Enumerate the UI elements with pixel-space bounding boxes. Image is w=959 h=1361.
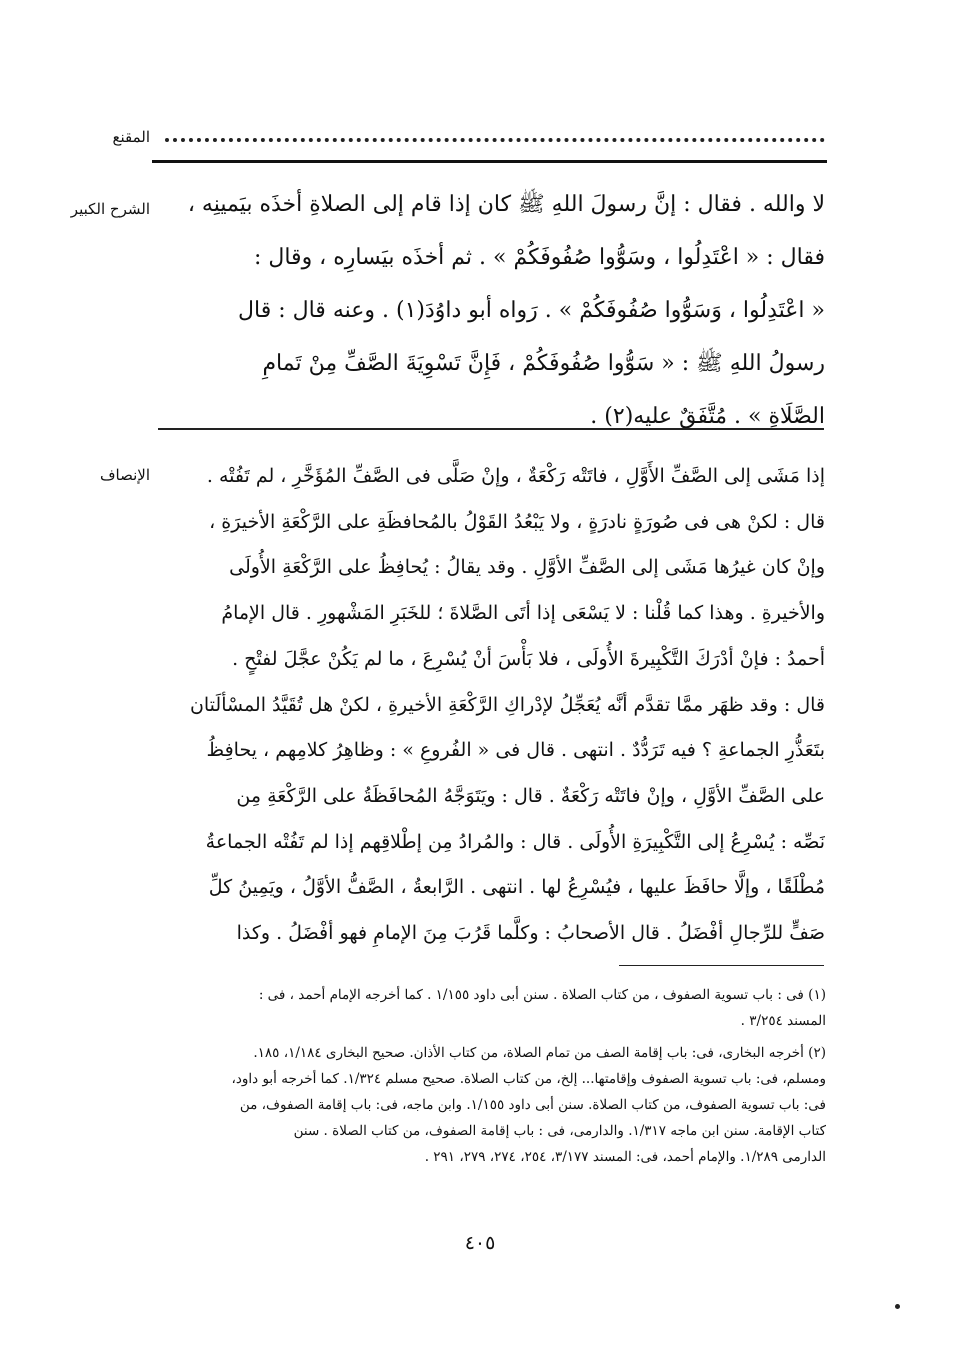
section-divider-thick <box>152 160 827 163</box>
insaf-text <box>158 454 825 957</box>
footnote-2 <box>158 1040 826 1170</box>
sharh-line: فقال : « اعْتَدِلُوا ، وسَوُّوا صُفُوفَكُمْ » . ثم أخذَه بيَسارِه ، وقال : <box>253 245 825 270</box>
footnote-line: كتاب الإقامة. سنن ابن ماجه ١/٣١٧. والدارمى، فى : باب إقامة الصفوف، من كتاب الصلاة . سنن <box>293 1123 826 1139</box>
label-insaf: الإنصاف <box>99 466 150 484</box>
sharh-line: لا والله . فقال : إنَّ رسولَ اللهِ ﷺ كان إذا قام إلى الصلاةِ أخذَه بيَمينِه ، <box>187 192 825 217</box>
label-muqni: المقنع <box>112 128 150 146</box>
footnote-line: المسند ٣/٢٥٤ . <box>740 1013 826 1029</box>
footnote-1 <box>158 982 826 1034</box>
insaf-line: إذا مَشَى إلى الصَّفِّ الأَوَّلِ ، فاتَتْه رَكْعَةٌ ، وإنْ صَلَّى فى الصَّفِّ المُؤَخَّرِ ، لم تَفُتْه . <box>206 465 825 487</box>
insaf-line: والأخيرةِ . وهذا كما قُلْنا : لا يَسْعَى إذا أتَى الصَّلاةَ ؛ للخَبَرِ المَشْهورِ . قال الإمامُ <box>221 602 825 625</box>
insaf-line: نَصِّه : يُسْرِعُ إلى التَّكْبِيرَةِ الأُولَى . قال : والمُرادُ مِن إطْلاقِهم إذا لم تَفُتْه الجماعةُ <box>205 830 825 853</box>
insaf-line: على الصَّفِّ الأوَّلِ ، وإنْ فاتَتْه رَكْعَةٌ . قال : ويَتَوَجَّهُ المُحافَظَةُ على الرَّكْعَةِ مِن <box>236 784 825 807</box>
insaf-line: أحمدُ : فإنْ أدْرَكَ التَّكْبِيرةَ الأُولَى ، فلا بَأْسَ أنْ يُسْرِعَ ، ما لم يَكُنْ عجَّلَ لفتْحٍ . <box>232 647 825 670</box>
footnote-line: (٢) أخرجه البخارى، فى: باب إقامة الصف من تمام الصلاة، من كتاب الأذان. صحيح البخارى ١/١٨٤، ١٨٥. <box>253 1045 826 1061</box>
sharh-kabir-text <box>160 178 825 443</box>
footnote-line: الدارمى ١/٢٨٩. والإمام أحمد، فى: المسند ٣/١٧٧، ٢٥٤، ٢٧٤، ٢٧٩، ٢٩١ . <box>424 1149 826 1165</box>
insaf-line: قال : وقد ظهَر ممَّا تقدَّم أنَّه يُعَجِّلُ لإدْراكِ الرَّكْعَةِ الأخيرةِ ، لكنْ هل تُقَيَّدُ المسْألَتان <box>189 693 825 716</box>
sharh-line: رسولُ اللهِ ﷺ : « سَوُّوا صُفُوفَكُمْ ، فَإِنَّ تَسْوِيَةَ الصَّفِّ مِنْ تَمامِ <box>262 351 825 376</box>
insaf-line: قال : لكنْ هى فى صُورَةٍ نادرَةٍ ، ولا يَبْعُدُ القَوْلُ بالمُحافظَةِ على الرَّكْعَةِ الأخيرَةِ ، <box>209 510 825 533</box>
section-divider-thin <box>158 428 824 430</box>
page-number: ٤٠٥ <box>464 1232 496 1254</box>
insaf-line: وإنْ كان غيرُها مَشَى إلى الصَّفِّ الأوَّلِ . وقد يقالُ : يُحافِظُ على الرَّكْعَةِ الأُولَى <box>229 556 825 579</box>
footnote-line: ومسلم، فى: باب تسوية الصفوف وإقامتها... إلخ، من كتاب الصلاة. صحيح مسلم ١/٣٢٤. كما أخرجه أبو داود، <box>231 1071 826 1087</box>
sharh-line: الصَّلَاةِ » . مُتَّفَقٌ عليه(٢) . <box>590 404 825 429</box>
sharh-line: « اعْتَدِلُوا ، وَسَوُّوا صُفُوفَكُمْ » . رَواه أبو داوُدَ(١) . وعنه قال : قال <box>238 298 825 323</box>
footnotes <box>158 982 826 1176</box>
scan-speck <box>895 1304 900 1309</box>
muqni-dotted-placeholder <box>165 118 825 142</box>
footnote-line: فى: باب تسوية الصفوف، من كتاب الصلاة. سنن أبى داود ١/١٥٥. وابن ماجه، فى: باب إقامة الصفوف، من <box>239 1097 826 1113</box>
insaf-line: صَفٍّ للرِّجالِ أفْضَلُ . قال الأصحابُ : وكلَّما قَرُبَ مِنَ الإمامِ فهو أفْضَلُ . وكذا <box>236 922 825 945</box>
insaf-line: بتَعَذُّرِ الجماعةِ ؟ فيه تَرَدُّدٌ . انتهى . قال فى « الفُروعِ » : وظاهِرُ كلامِهم ، يحافِظُ <box>206 739 825 762</box>
footnote-separator <box>619 965 824 966</box>
insaf-line: مُطْلَقًا ، وإلَّا حافَظَ عليها ، فيُسْرِعُ لها . انتهى . الرَّابعةُ ، الصَّفُّ الأوَّلُ ، ويَمِينُ كلِّ <box>208 876 825 899</box>
label-sharh-kabir: الشرح الكبير <box>70 200 150 218</box>
footnote-line: (١) فى : باب تسوية الصفوف ، من كتاب الصلاة . سنن أبى داود ١/١٥٥ . كما أخرجه الإمام أحمد ، فى : <box>258 987 826 1003</box>
